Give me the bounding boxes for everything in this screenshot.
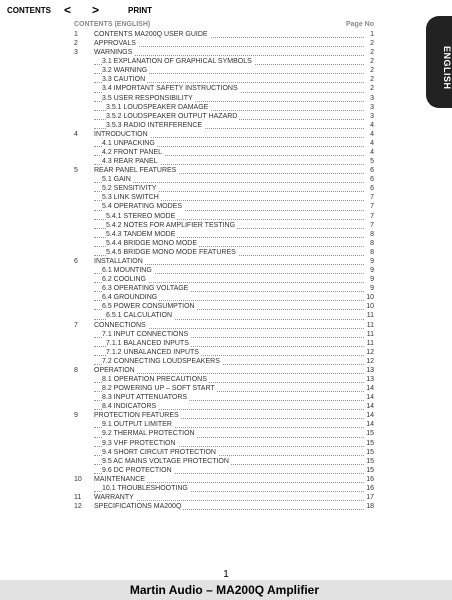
toc-entry-title: INSTALLATION xyxy=(94,257,143,265)
toc-entry[interactable] xyxy=(70,502,374,511)
toc-entry-title: 8.3 INPUT ATTENUATORS xyxy=(102,394,188,402)
toc-entry-page: 12 xyxy=(366,357,374,365)
toc-entry-title: 5.4.2 NOTES FOR AMPLIFIER TESTING xyxy=(106,221,236,229)
toc-entry[interactable] xyxy=(70,293,374,302)
toc-entry[interactable] xyxy=(70,157,374,166)
toc-entry-page: 12 xyxy=(366,348,374,356)
toc-entry-number: 10 xyxy=(74,475,82,483)
toc-entry[interactable] xyxy=(70,493,374,502)
toc-entry-title: 5.3 LINK SWITCH xyxy=(102,194,159,202)
toc-entry[interactable] xyxy=(70,384,374,393)
toc-entry[interactable] xyxy=(70,48,374,57)
toc-entry-page: 11 xyxy=(366,339,374,347)
toc-entry-page: 10 xyxy=(366,303,374,311)
toc-entry-page: 13 xyxy=(366,375,374,383)
toc-entry[interactable] xyxy=(70,357,374,366)
toc-entry-title: WARRANTY xyxy=(94,493,134,501)
toc-entry-title: 6.2 COOLING xyxy=(102,276,146,284)
toc-entry-title: 9.5 AC MAINS VOLTAGE PROTECTION xyxy=(102,457,229,465)
toc-entry[interactable] xyxy=(70,366,374,375)
toc-entry[interactable] xyxy=(70,448,374,457)
toc-entry-title: 5.4.4 BRIDGE MONO MODE xyxy=(106,239,198,247)
toc-entry-page: 2 xyxy=(370,85,374,93)
toc-entry[interactable] xyxy=(70,475,374,484)
toc-entry[interactable] xyxy=(70,39,374,48)
toc-entry[interactable] xyxy=(70,239,374,248)
toc-entry-page: 9 xyxy=(370,276,374,284)
toc-entry[interactable] xyxy=(70,84,374,93)
toc-entry-number: 2 xyxy=(74,40,78,48)
toc-entry-page: 7 xyxy=(370,203,374,211)
language-tab-label: ENGLISH xyxy=(442,46,452,90)
toc-entry-page: 2 xyxy=(370,49,374,57)
toc-entry-page: 2 xyxy=(370,67,374,75)
table-of-contents xyxy=(70,30,374,511)
toc-header xyxy=(74,21,374,30)
toc-entry-page: 4 xyxy=(370,149,374,157)
toc-entry[interactable] xyxy=(70,248,374,257)
toc-entry[interactable] xyxy=(70,121,374,130)
toc-entry-title: 4.1 UNPACKING xyxy=(102,139,155,147)
footer-bar xyxy=(0,580,452,600)
toc-entry-page: 6 xyxy=(370,167,374,175)
toc-entry-title: INTRODUCTION xyxy=(94,130,148,138)
toc-entry-title: 3.5.1 LOUDSPEAKER DAMAGE xyxy=(106,103,209,111)
toc-entry-title: PROTECTION FEATURES xyxy=(94,412,179,420)
toc-entry-number: 5 xyxy=(74,167,78,175)
language-tab xyxy=(426,16,452,108)
toc-entry-page: 17 xyxy=(366,493,374,501)
toc-entry[interactable] xyxy=(70,202,374,211)
toc-entry[interactable] xyxy=(70,175,374,184)
toc-entry-title: 6.3 OPERATING VOLTAGE xyxy=(102,285,189,293)
toc-entry-number: 1 xyxy=(74,31,78,38)
toc-entry[interactable] xyxy=(70,411,374,420)
toc-entry[interactable] xyxy=(70,75,374,84)
toc-entry-title: CONTENTS MA200Q USER GUIDE xyxy=(94,31,208,38)
toc-entry-title: 3.5 USER RESPONSIBILITY xyxy=(102,94,193,102)
toc-entry-title: SPECIFICATIONS MA200Q xyxy=(94,503,182,511)
toc-entry-page: 4 xyxy=(370,121,374,129)
page-number: 1 xyxy=(223,569,229,580)
toc-entry-title: 7.1.2 UNBALANCED INPUTS xyxy=(106,348,199,356)
toc-entry-title: 3.5.2 LOUDSPEAKER OUTPUT HAZARD xyxy=(106,112,238,120)
toc-entry-title: 5.4.1 STEREO MODE xyxy=(106,212,176,220)
toc-entry[interactable] xyxy=(70,484,374,493)
toc-entry-page: 15 xyxy=(366,466,374,474)
toc-entry-page: 14 xyxy=(366,394,374,402)
toc-entry-title: 5.4.5 BRIDGE MONO MODE FEATURES xyxy=(106,248,236,256)
toc-entry-page: 18 xyxy=(366,503,374,511)
toc-entry-number: 8 xyxy=(74,366,78,374)
toc-entry-page: 14 xyxy=(366,412,374,420)
toc-entry-page: 11 xyxy=(366,312,374,320)
toc-entry-page: 10 xyxy=(366,294,374,302)
toc-entry-page: 16 xyxy=(366,484,374,492)
toc-entry[interactable] xyxy=(70,466,374,475)
toc-entry-page: 7 xyxy=(370,221,374,229)
toc-entry-page: 15 xyxy=(366,448,374,456)
toc-entry-page: 3 xyxy=(370,112,374,120)
toc-entry-title: 6.4 GROUNDING xyxy=(102,294,158,302)
toc-entry[interactable] xyxy=(70,402,374,411)
toc-entry[interactable] xyxy=(70,148,374,157)
toc-entry-page: 15 xyxy=(366,457,374,465)
toc-entry-page: 8 xyxy=(370,230,374,238)
toc-entry[interactable] xyxy=(70,393,374,402)
toc-entry[interactable] xyxy=(70,103,374,112)
toc-entry-title: 7.1 INPUT CONNECTIONS xyxy=(102,330,189,338)
toc-entry-title: OPERATION xyxy=(94,366,135,374)
toc-entry[interactable] xyxy=(70,375,374,384)
toc-heading: CONTENTS (ENGLISH) xyxy=(74,21,151,28)
toc-entry-page: 15 xyxy=(366,439,374,447)
toc-entry-title: CONNECTIONS xyxy=(94,321,146,329)
toc-entry-title: 3.5.3 RADIO INTERFERENCE xyxy=(106,121,203,129)
toc-entry-title: 7.2 CONNECTING LOUDSPEAKERS xyxy=(102,357,220,365)
toc-entry-page: 9 xyxy=(370,257,374,265)
toc-entry[interactable] xyxy=(70,57,374,66)
toc-entry[interactable] xyxy=(70,457,374,466)
toc-entry-page: 2 xyxy=(370,76,374,84)
toc-entry-number: 6 xyxy=(74,257,78,265)
toc-entry-number: 12 xyxy=(74,503,82,511)
toc-entry-title: APPROVALS xyxy=(94,40,136,48)
toc-entry[interactable] xyxy=(70,266,374,275)
toc-entry-title: 8.2 POWERING UP – SOFT START xyxy=(102,385,215,393)
toc-entry[interactable] xyxy=(70,348,374,357)
toc-entry-page: 8 xyxy=(370,248,374,256)
toc-entry-title: WARNINGS xyxy=(94,49,133,57)
toc-entry[interactable] xyxy=(70,139,374,148)
toc-entry-number: 3 xyxy=(74,49,78,57)
toc-entry-title: 10.1 TROUBLESHOOTING xyxy=(102,484,188,492)
toc-entry-page: 14 xyxy=(366,421,374,429)
toc-entry[interactable] xyxy=(70,184,374,193)
toc-entry[interactable] xyxy=(70,439,374,448)
toc-entry-page: 9 xyxy=(370,267,374,275)
toc-entry[interactable] xyxy=(70,275,374,284)
toc-entry-page: 14 xyxy=(366,403,374,411)
toc-entry-page: 3 xyxy=(370,103,374,111)
toc-entry-page: 7 xyxy=(370,194,374,202)
top-navigation-bar xyxy=(0,0,452,20)
toc-entry[interactable] xyxy=(70,166,374,175)
toc-entry[interactable] xyxy=(70,339,374,348)
next-page-arrow-icon[interactable]: > xyxy=(92,3,100,17)
print-link[interactable]: PRINT xyxy=(128,6,152,15)
toc-entry[interactable] xyxy=(70,221,374,230)
toc-entry-title: 3.2 WARNING xyxy=(102,67,148,75)
toc-entry-page: 4 xyxy=(370,130,374,138)
toc-entry-page: 5 xyxy=(370,158,374,166)
toc-entry-number: 7 xyxy=(74,321,78,329)
toc-entry-page: 6 xyxy=(370,176,374,184)
toc-entry-title: 9.6 DC PROTECTION xyxy=(102,466,172,474)
toc-entry-page: 6 xyxy=(370,185,374,193)
toc-entry-page: 8 xyxy=(370,239,374,247)
toc-entry[interactable] xyxy=(70,30,374,39)
toc-entry-title: 5.4 OPERATING MODES xyxy=(102,203,182,211)
toc-entry[interactable] xyxy=(70,212,374,221)
toc-entry-title: 6.5 POWER CONSUMPTION xyxy=(102,303,195,311)
toc-entry-page: 1 xyxy=(370,31,374,38)
toc-entry-page: 15 xyxy=(366,430,374,438)
toc-entry-page: 3 xyxy=(370,94,374,102)
toc-entry[interactable] xyxy=(70,311,374,320)
toc-entry[interactable] xyxy=(70,130,374,139)
toc-entry-title: 5.1 GAIN xyxy=(102,176,131,184)
toc-entry-page: 16 xyxy=(366,475,374,483)
toc-entry-title: 5.4.3 TANDEM MODE xyxy=(106,230,176,238)
toc-entry-title: 5.2 SENSITIVITY xyxy=(102,185,157,193)
toc-entry-title: 4.2 FRONT PANEL xyxy=(102,149,163,157)
toc-entry-page: 14 xyxy=(366,385,374,393)
toc-entry[interactable] xyxy=(70,429,374,438)
toc-entry-title: 6.5.1 CALCULATION xyxy=(106,312,173,320)
toc-entry-title: 6.1 MOUNTING xyxy=(102,267,152,275)
footer-title: Martin Audio – MA200Q Amplifier xyxy=(129,583,319,597)
toc-entry-number: 4 xyxy=(74,130,78,138)
toc-entry-title: 9.1 OUTPUT LIMITER xyxy=(102,421,172,429)
toc-entry[interactable] xyxy=(70,112,374,121)
toc-entry-page: 9 xyxy=(370,285,374,293)
toc-entry-title: 3.3 CAUTION xyxy=(102,76,146,84)
toc-entry[interactable] xyxy=(70,193,374,202)
toc-entry[interactable] xyxy=(70,94,374,103)
page-no-heading: Page No xyxy=(345,21,374,28)
toc-entry-title: 4.3 REAR PANEL xyxy=(102,158,158,166)
toc-entry-title: 3.4 IMPORTANT SAFETY INSTRUCTIONS xyxy=(102,85,238,93)
toc-entry-title: 9.4 SHORT CIRCUIT PROTECTION xyxy=(102,448,216,456)
toc-entry-page: 11 xyxy=(366,321,374,329)
toc-entry-title: REAR PANEL FEATURES xyxy=(94,167,177,175)
toc-entry-page: 2 xyxy=(370,40,374,48)
toc-entry-page: 7 xyxy=(370,212,374,220)
toc-entry[interactable] xyxy=(70,230,374,239)
toc-entry[interactable] xyxy=(70,302,374,311)
toc-entry-page: 11 xyxy=(366,330,374,338)
toc-entry-page: 4 xyxy=(370,139,374,147)
toc-entry-number: 9 xyxy=(74,412,78,420)
toc-entry[interactable] xyxy=(70,321,374,330)
toc-entry[interactable] xyxy=(70,284,374,293)
toc-entry-title: MAINTENANCE xyxy=(94,475,145,483)
toc-entry[interactable] xyxy=(70,66,374,75)
dot-leader xyxy=(94,55,364,56)
toc-entry-title: 3.1 EXPLANATION OF GRAPHICAL SYMBOLS xyxy=(102,58,252,66)
dot-leader xyxy=(94,182,364,183)
toc-entry-page: 2 xyxy=(370,58,374,66)
toc-entry-title: 8.1 OPERATION PRECAUTIONS xyxy=(102,375,207,383)
previous-page-arrow-icon[interactable]: < xyxy=(64,3,72,17)
toc-entry-number: 11 xyxy=(74,493,82,501)
toc-entry-title: 8.4 INDICATORS xyxy=(102,403,157,411)
toc-entry-title: 7.1.1 BALANCED INPUTS xyxy=(106,339,189,347)
toc-entry[interactable] xyxy=(70,330,374,339)
toc-entry[interactable] xyxy=(70,257,374,266)
toc-entry[interactable] xyxy=(70,420,374,429)
toc-entry-title: 9.3 VHF PROTECTION xyxy=(102,439,176,447)
toc-entry-page: 13 xyxy=(366,366,374,374)
toc-entry-title: 9.2 THERMAL PROTECTION xyxy=(102,430,195,438)
contents-link[interactable]: CONTENTS xyxy=(7,6,51,15)
